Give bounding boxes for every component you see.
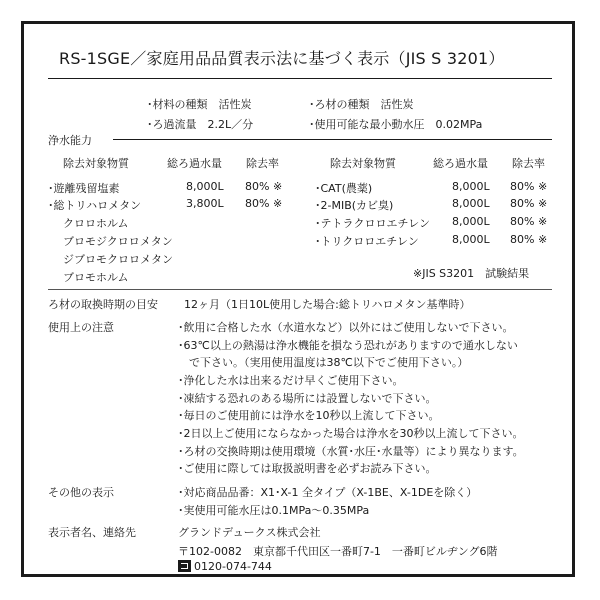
right-row-rate: 80% ※	[510, 180, 548, 193]
spec-min-pressure: ･使用可能な最小動水圧 0.02MPa	[309, 118, 483, 131]
left-sub-item: ブロモホルム	[63, 271, 129, 284]
right-row-name: ･テトラクロロエチレン	[315, 217, 431, 230]
other-item: ･実使用可能水圧は0.1MPa〜0.35MPa	[178, 504, 370, 517]
caution-item: ･ご使用に際しては取扱説明書を必ずお読み下さい。	[178, 462, 437, 475]
left-sub-item: ジブロモクロロメタン	[63, 253, 173, 266]
replacement-label: ろ材の取換時期の目安	[48, 298, 158, 311]
caution-item: ･凍結する恐れのある場所には設置しないで下さい。	[178, 392, 437, 405]
page-title: RS-1SGE／家庭用品品質表示法に基づく表示（JIS S 3201）	[59, 49, 505, 68]
other-item: ･対応商品品番：X1･X-1 全タイプ（X-1BE、X-1DEを除く）	[178, 486, 478, 499]
header-substance-right: 除去対象物質	[330, 157, 396, 170]
right-row-rate: 80% ※	[510, 233, 548, 246]
caution-item: で下さい。（実用使用温度は38℃以下でご使用下さい。）	[178, 356, 469, 369]
spec-filter-material: ･ろ材の種類 活性炭	[309, 98, 414, 111]
right-row-volume: 8,000L	[452, 215, 490, 228]
cautions-label: 使用上の注意	[48, 321, 114, 334]
contact-phone: 0120-074-744	[194, 560, 272, 573]
other-label: その他の表示	[48, 486, 114, 499]
left-row-volume: 3,800L	[186, 197, 224, 210]
left-sub-item: クロロホルム	[63, 217, 129, 230]
caution-item: ･飲用に合格した水（水道水など）以外にはご使用しないで下さい。	[178, 321, 514, 334]
replacement-value: 12ヶ月（1日10L使用した場合:総トリハロメタン基準時）	[184, 298, 471, 311]
caution-item: ･63℃以上の熱湯は浄水機能を損なう恐れがありますので通水しない	[178, 339, 518, 352]
left-row-volume: 8,000L	[186, 180, 224, 193]
capacity-label: 浄水能力	[48, 134, 92, 147]
right-row-rate: 80% ※	[510, 215, 548, 228]
caution-item: ･浄化した水は出来るだけ早くご使用下さい。	[178, 374, 404, 387]
right-row-name: ･2-MIB(カビ臭)	[315, 199, 394, 212]
header-rate-left: 除去率	[246, 157, 279, 170]
capacity-divider	[113, 139, 552, 140]
left-row-name: ･遊離残留塩素	[48, 182, 120, 195]
left-row-rate: 80% ※	[245, 180, 283, 193]
title-divider	[48, 78, 552, 79]
right-row-volume: 8,000L	[452, 197, 490, 210]
contact-company: グランドデュークス株式会社	[178, 526, 321, 539]
contact-label: 表示者名、連絡先	[48, 526, 136, 539]
section-divider	[48, 289, 552, 290]
right-row-name: ･CAT(農薬)	[315, 182, 373, 195]
freedial-icon	[178, 560, 191, 572]
spec-material: ･材料の種類 活性炭	[147, 98, 252, 111]
caution-item: ･毎日のご使用前には浄水を10秒以上流して下さい。	[178, 409, 440, 422]
left-row-rate: 80% ※	[245, 197, 283, 210]
capacity-footnote: ※JIS S3201 試験結果	[413, 267, 530, 280]
contact-address: 〒102-0082 東京都千代田区一番町7-1 一番町ビルヂング6階	[178, 545, 498, 558]
header-volume-right: 総ろ過水量	[433, 157, 488, 170]
caution-item: ･2日以上ご使用にならなかった場合は浄水を30秒以上流して下さい。	[178, 427, 524, 440]
header-substance-left: 除去対象物質	[63, 157, 129, 170]
contact-phone-row	[178, 560, 272, 573]
header-rate-right: 除去率	[512, 157, 545, 170]
right-row-name: ･トリクロロエチレン	[315, 235, 419, 248]
right-row-volume: 8,000L	[452, 180, 490, 193]
left-sub-item: ブロモジクロロメタン	[63, 235, 173, 248]
spec-flow-rate: ･ろ過流量 2.2L／分	[147, 118, 254, 131]
header-volume-left: 総ろ過水量	[167, 157, 222, 170]
right-row-volume: 8,000L	[452, 233, 490, 246]
left-row-name: ･総トリハロメタン	[48, 199, 142, 212]
caution-item: ･ろ材の交換時期は使用環境（水質･水圧･水量等）により異なります。	[178, 445, 524, 458]
right-row-rate: 80% ※	[510, 197, 548, 210]
